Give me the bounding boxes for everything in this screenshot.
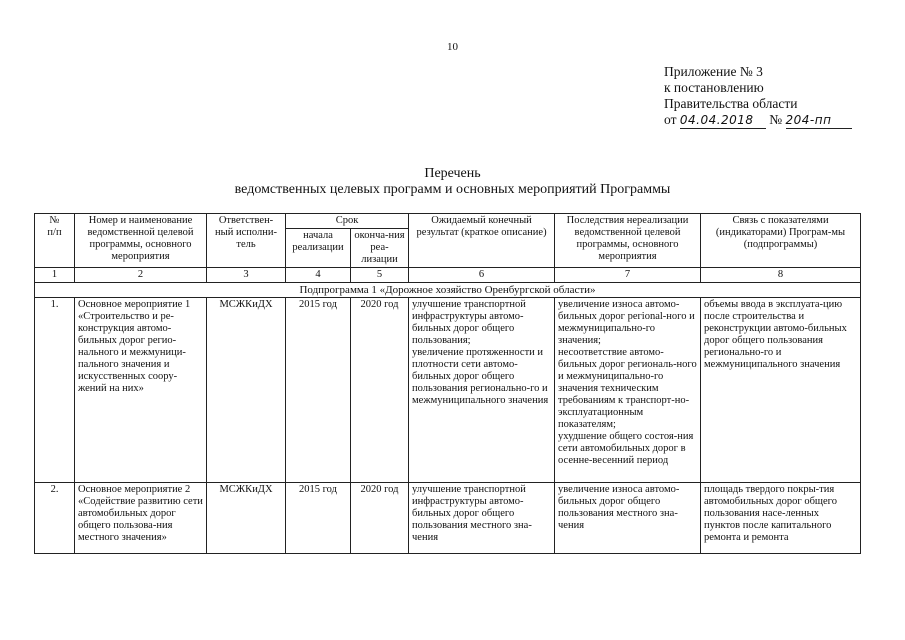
header-name: Номер и наименование ведомственной целевой программы, основного мероприятия	[75, 214, 207, 268]
column-number: 8	[701, 268, 861, 283]
column-number: 7	[555, 268, 701, 283]
column-number-row	[35, 268, 861, 283]
handwritten-date: 04.04.2018	[680, 112, 766, 129]
header-link: Связь с показателями (индикаторами) Програм-мы (подпрограммы)	[701, 214, 861, 268]
row-responsible: МСЖКиДХ	[207, 298, 286, 483]
row-result: улучшение транспортной инфраструктуры автомо-бильных дорог общего пользования местного зна-чения	[409, 483, 555, 554]
appendix-block	[664, 64, 852, 129]
table-row	[35, 298, 861, 483]
document-title	[0, 166, 905, 198]
row-start: 2015 год	[286, 298, 351, 483]
column-number: 1	[35, 268, 75, 283]
row-name: Основное мероприятие 1 «Строительство и ре-конструкция автомо-бильных дорог регио-нального и межмуници-пального значения и искусственных соору-жений на них»	[75, 298, 207, 483]
page-number: 10	[447, 41, 458, 53]
column-number: 2	[75, 268, 207, 283]
row-end: 2020 год	[351, 483, 409, 554]
appendix-line-3: Правительства области	[664, 96, 798, 111]
appendix-date-line	[664, 112, 852, 129]
row-consequences: увеличение износа автомо-бильных дорог регional-ного и межмуниципально-го значения; несоответствие автомо-бильных дорог региональ-ного и межмуниципально-го значения техническим требованиям к транспорт-но-эксплуатационным показателям; ухудшение общего состоя-ния сети автомобильных дорог в осенне-весенний период	[555, 298, 701, 483]
row-result: улучшение транспортной инфраструктуры автомо-бильных дорог общего пользования; увеличение протяженности и плотности сети автомо-бильных дорог общего пользования регионально-го и межмуниципального значения	[409, 298, 555, 483]
table-row	[35, 483, 861, 554]
header-start: начала реализации	[286, 229, 351, 268]
header-row-1	[35, 214, 861, 229]
row-end: 2020 год	[351, 298, 409, 483]
number-label: №	[769, 112, 783, 127]
handwritten-number: 204-пп	[786, 112, 852, 129]
header-responsible: Ответствен-ный исполни-тель	[207, 214, 286, 268]
row-num: 2.	[35, 483, 75, 554]
header-num: № п/п	[35, 214, 75, 268]
column-number: 4	[286, 268, 351, 283]
row-responsible: МСЖКиДХ	[207, 483, 286, 554]
column-number: 3	[207, 268, 286, 283]
from-label: от	[664, 112, 677, 127]
appendix-line-2: к постановлению	[664, 80, 764, 95]
programs-table	[34, 213, 861, 554]
row-num: 1.	[35, 298, 75, 483]
header-result: Ожидаемый конечный результат (краткое описание)	[409, 214, 555, 268]
column-number: 5	[351, 268, 409, 283]
row-consequences: увеличение износа автомо-бильных дорог общего пользования местного зна-чения	[555, 483, 701, 554]
subprogram-row	[35, 283, 861, 298]
row-link: площадь твердого покры-тия автомобильных дорог общего пользования насе-ленных пунктов после капитального ремонта и ремонта	[701, 483, 861, 554]
row-link: объемы ввода в эксплуата-цию после строительства и реконструкции автомо-бильных дорог общего пользования регионально-го и межмуниципального значения	[701, 298, 861, 483]
title-line-1: Перечень	[424, 166, 481, 181]
subprogram-title: Подпрограмма 1 «Дорожное хозяйство Оренбургской области»	[35, 283, 861, 298]
title-line-2: ведомственных целевых программ и основных мероприятий Программы	[234, 182, 671, 197]
column-number: 6	[409, 268, 555, 283]
row-name: Основное мероприятие 2 «Содействие развитию сети автомобильных дорог общего пользова-ния местного значения»	[75, 483, 207, 554]
header-term: Срок	[286, 214, 409, 229]
row-start: 2015 год	[286, 483, 351, 554]
appendix-line-1: Приложение № 3	[664, 64, 763, 79]
header-consequences: Последствия нереализации ведомственной целевой программы, основного мероприятия	[555, 214, 701, 268]
header-end: оконча-ния реа-лизации	[351, 229, 409, 268]
